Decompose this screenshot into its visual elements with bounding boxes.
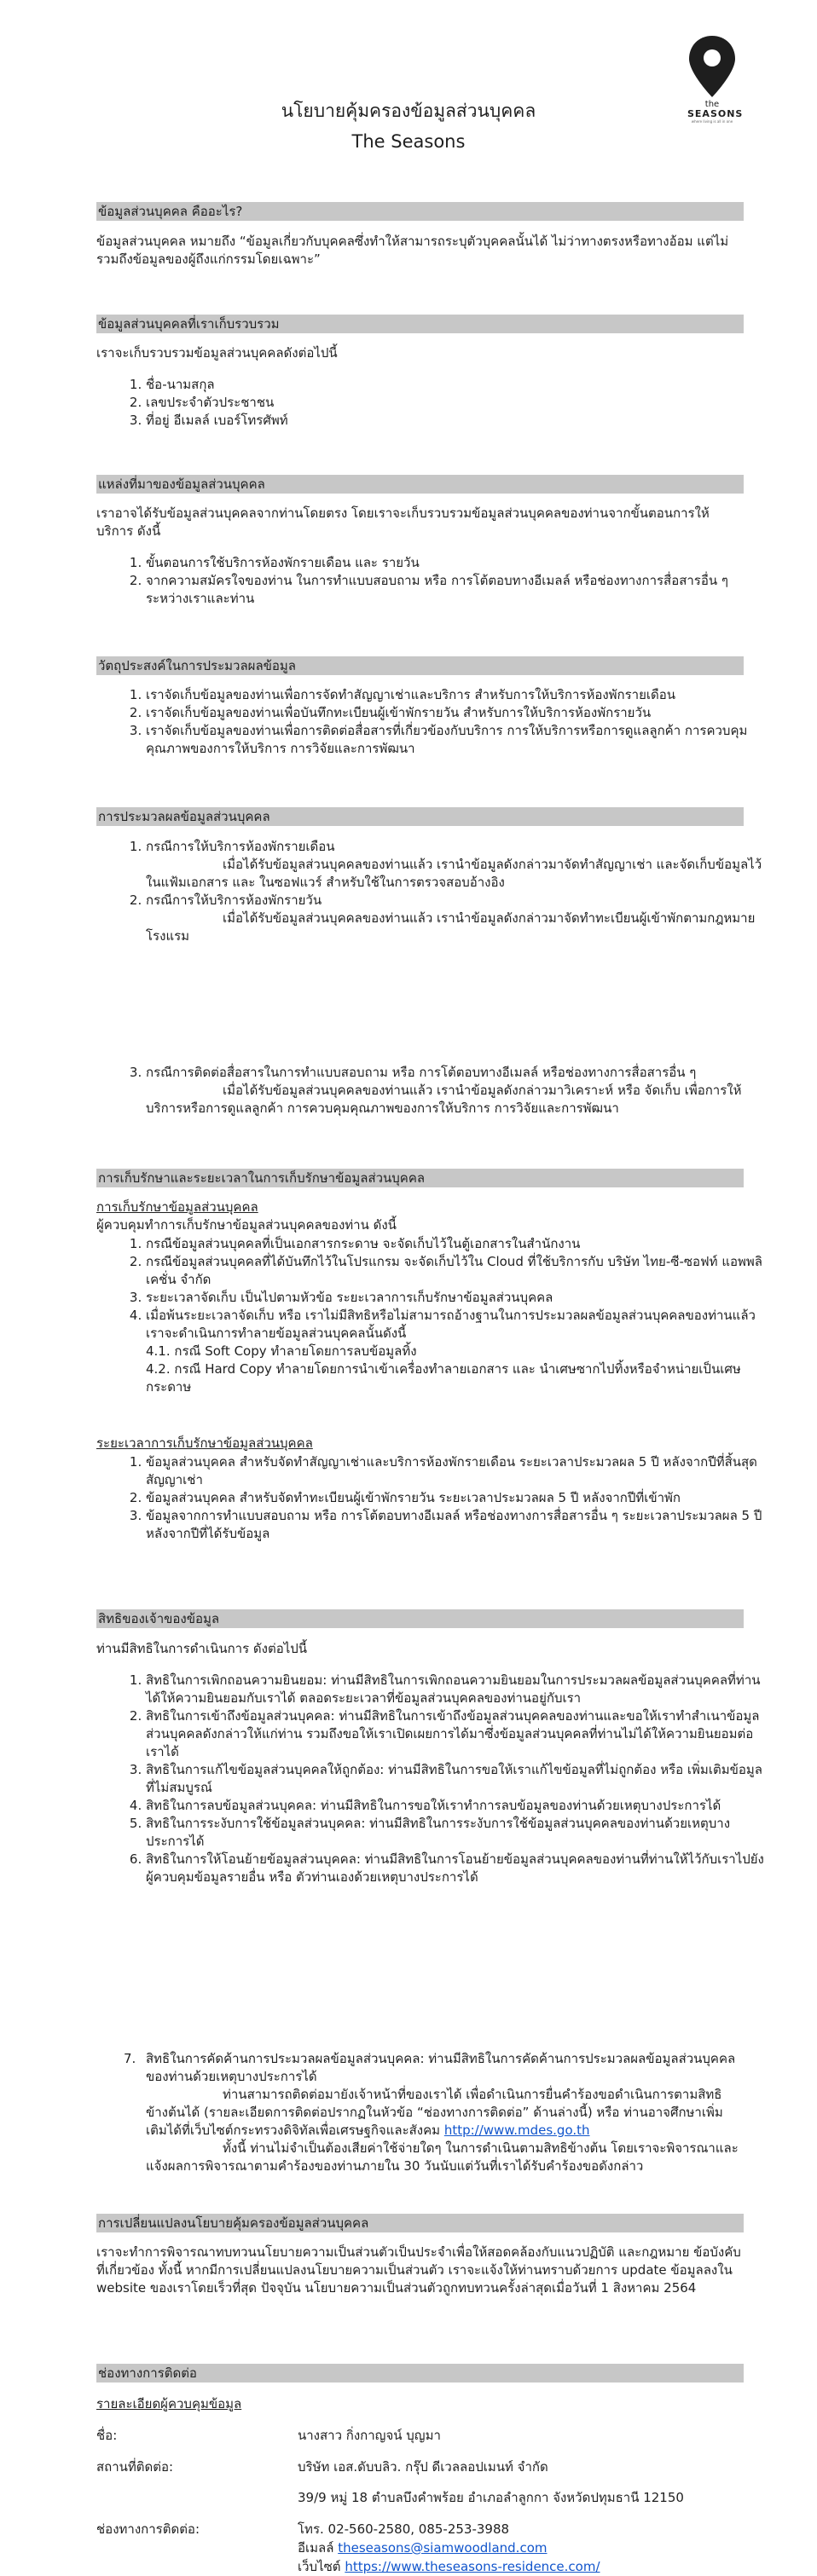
list-item-detail-text: เมื่อได้รับข้อมูลส่วนบุคคลของท่านแล้ว เรานำข้อมูลดังกล่าวมาวิเคราะห์ หรือ จัดเก็บ เพื่อการให้บริการหรือการดูแลลูกค้า การควบคุมคุณภาพของการให้บริการ การวิจัยและการพัฒนา	[146, 1083, 742, 1116]
contact-channel-label: ช่องทางการติดต่อ:	[96, 2521, 200, 2537]
list-item-title: 1. กรณีการให้บริการห้องพักรายเดือน	[146, 839, 335, 854]
list-item-text: 4. เมื่อพ้นระยะเวลาจัดเก็บ หรือ เราไม่มีสิทธิหรือไม่สามารถอ้างฐานในการประมวลผลข้อมูลส่วนบุคคลของท่านแล้ว เราจะดำเนินการทำลายข้อมูลส่วนบุคคลนั้นดังนี้	[146, 1308, 756, 1341]
list-item-detail	[146, 2140, 744, 2175]
list-item: 5. สิทธิในการระงับการใช้ข้อมูลส่วนบุคคล: ท่านมีสิทธิในการระงับการใช้ข้อมูลส่วนบุคคลของท่านด้วยเหตุบางประการได้	[146, 1815, 766, 1851]
brand-the: the	[704, 100, 720, 109]
sub-list-item: 4.2. กรณี Hard Copy ทำลายโดยการนำเข้าเครื่องทำลายเอกสาร และ นำเศษซากไปทิ้งหรือจำหน่ายเป็นเศษกระดาษ	[146, 1361, 741, 1395]
list-item: 4. สิทธิในการลบข้อมูลส่วนบุคคล: ท่านมีสิทธิในการขอให้เราทำการลบข้อมูลของท่านด้วยเหตุบางประการได้	[146, 1797, 766, 1815]
list-rights	[124, 1672, 766, 1886]
list-storage	[124, 1235, 766, 1396]
list-item: 6. สิทธิในการให้โอนย้ายข้อมูลส่วนบุคคล: ท่านมีสิทธิในการโอนย้ายข้อมูลส่วนบุคคลของท่านที่ท่านให้ไว้กับเราไปยังผู้ควบคุมข้อมูลรายอื่น หรือ ตัวท่านเองด้วยเหตุบางประการได้	[146, 1851, 766, 1886]
subheading-storage: การเก็บรักษาข้อมูลส่วนบุคคล	[96, 1199, 258, 1215]
list-item: 3. ที่อยู่ อีเมลล์ เบอร์โทรศัพท์	[146, 412, 766, 430]
list-purposes	[124, 686, 766, 758]
list-item-detail	[146, 2086, 744, 2140]
section-heading-data-subject-rights: สิทธิของเจ้าของข้อมูล	[96, 1609, 744, 1628]
list-processing-part1	[124, 838, 766, 945]
list-item-title: 2. กรณีการให้บริการห้องพักรายวัน	[146, 892, 322, 908]
brand-name: SEASONS	[687, 108, 744, 119]
contact-name-value: นางสาว กิ่งกาญจน์ บุญมา	[298, 2428, 441, 2443]
list-item: 2. ข้อมูลส่วนบุคคล สำหรับจัดทำทะเบียนผู้เข้าพักรายวัน ระยะเวลาประมวลผล 5 ปี หลังจากปีที่เข้าพัก	[146, 1489, 766, 1507]
list-item	[146, 2050, 744, 2175]
list-data-collected	[124, 376, 766, 430]
section-heading-contact: ช่องทางการติดต่อ	[96, 2364, 744, 2383]
section-intro-data-collected: เราจะเก็บรวบรวมข้อมูลส่วนบุคคลดังต่อไปนี้	[96, 345, 338, 361]
list-item-detail-text: ทั้งนี้ ท่านไม่จำเป็นต้องเสียค่าใช้จ่ายใดๆ ในการดำเนินตามสิทธิข้างต้น โดยเราจะพิจารณาและแจ้งผลการพิจารณาตามคำร้องของท่านภายใน 30 วันนับแต่วันที่เราได้รับคำร้องขอดังกล่าว	[146, 2140, 739, 2174]
contact-address-line1: บริษัท เอส.ดับบลิว. กรุ๊ป ดีเวลลอปเมนท์ จำกัด	[298, 2459, 548, 2475]
list-item-number: 7.	[124, 2051, 136, 2066]
list-item: 2. จากความสมัครใจของท่าน ในการทำแบบสอบถาม หรือ การโต้ตอบทางอีเมลล์ หรือช่องทางการสื่อสารอื่น ๆ ระหว่างเราและท่าน	[146, 572, 766, 608]
section-heading-data-sources: แหล่งที่มาของข้อมูลส่วนบุคคล	[96, 475, 744, 494]
section-body-policy-changes: เราจะทำการพิจารณาทบทวนนโยบายความเป็นส่วนตัวเป็นประจำเพื่อให้สอดคล้องกับแนวปฏิบัติ และกฎหมาย ข้อบังคับที่เกี่ยวข้อง ทั้งนี้ หากมีการเปลี่ยนแปลงนโยบายความเป็นส่วนตัว เราจะแจ้งให้ท่านทราบด้วยการ update ข้อมูลลงใน website ของเราโดยเร็วที่สุด ปัจจุบัน นโยบายความเป็นส่วนตัวถูกทบทวนครั้งล่าสุดเมื่อวันที่ 1 สิงหาคม 2564	[96, 2244, 741, 2296]
list-item: 2. เราจัดเก็บข้อมูลของท่านเพื่อบันทึกทะเบียนผู้เข้าพักรายวัน สำหรับการให้บริการห้องพักรายวัน	[146, 704, 766, 722]
section-body-what-is-personal-data: ข้อมูลส่วนบุคคล หมายถึง “ข้อมูลเกี่ยวกับบุคคลซึ่งทำให้สามารถระบุตัวบุคคลนั้นได้ ไม่ว่าทางตรงหรือทางอ้อม แต่ไม่รวมถึงข้อมูลของผู้ถึงแก่กรรมโดยเฉพาะ”	[96, 234, 729, 267]
section-heading-retention: การเก็บรักษาและระยะเวลาในการเก็บรักษาข้อมูลส่วนบุคคล	[96, 1169, 744, 1187]
contact-name-label: ชื่อ:	[96, 2428, 118, 2443]
subheading-data-controller: รายละเอียดผู้ควบคุมข้อมูล	[96, 2396, 242, 2411]
list-item: 2. กรณีข้อมูลส่วนบุคคลที่ได้บันทึกไว้ในโปรแกรม จะจัดเก็บไว้ใน Cloud ที่ใช้บริการกับ บริษัท ไทย-ซี-ซอฟท์ แอพพลิเคชั่น จำกัด	[146, 1253, 766, 1289]
contact-email-label: อีเมลล์	[298, 2540, 334, 2556]
section-intro-data-sources: เราอาจได้รับข้อมูลส่วนบุคคลจากท่านโดยตรง โดยเราจะเก็บรวบรวมข้อมูลส่วนบุคคลของท่านจากขั้นตอนการให้บริการ ดังนี้	[96, 505, 710, 539]
contact-website-label: เว็บไซต์	[298, 2559, 341, 2574]
section-intro-rights: ท่านมีสิทธิในการดำเนินการ ดังต่อไปนี้	[96, 1641, 308, 1656]
list-item: 1. สิทธิในการเพิกถอนความยินยอม: ท่านมีสิทธิในการเพิกถอนความยินยอมในการประมวลผลข้อมูลส่วนบุคคลที่ท่านได้ให้ความยินยอมกับเราได้ ตลอดระยะเวลาที่ข้อมูลส่วนบุคคลของท่านอยู่กับเรา	[146, 1672, 766, 1707]
list-item-title: 3. กรณีการติดต่อสื่อสารในการทำแบบสอบถาม หรือ การโต้ตอบทางอีเมลล์ หรือช่องทางการสื่อสารอื่น ๆ	[146, 1065, 697, 1080]
list-item: 3. ระยะเวลาจัดเก็บ เป็นไปตามหัวข้อ ระยะเวลาการเก็บรักษาข้อมูลส่วนบุคคล	[146, 1289, 766, 1307]
list-processing-part2	[124, 1064, 766, 1118]
list-item-detail	[146, 856, 766, 892]
list-item-detail-text: เมื่อได้รับข้อมูลส่วนบุคคลของท่านแล้ว เรานำข้อมูลดังกล่าวมาจัดทำสัญญาเช่า และจัดเก็บข้อมูลไว้ในแฟ้มเอกสาร และ ในซอฟแวร์ สำหรับใช้ในการตรวจสอบอ้างอิง	[146, 857, 762, 890]
list-item	[146, 1307, 766, 1396]
brand-tagline: where living is all in one	[691, 119, 733, 124]
contact-phone: โทร. 02-560-2580, 085-253-3988	[298, 2521, 510, 2537]
list-item: 3. ข้อมูลจากการทำแบบสอบถาม หรือ การโต้ตอบทางอีเมลล์ หรือช่องทางการสื่อสารอื่น ๆ ระยะเวลาประมวลผล 5 ปี หลังจากปีที่ได้รับข้อมูล	[146, 1507, 766, 1543]
list-item: 1. ขั้นตอนการใช้บริการห้องพักรายเดือน และ รายวัน	[146, 554, 766, 572]
list-item: 1. ชื่อ-นามสกุล	[146, 376, 766, 394]
contact-address-label: สถานที่ติดต่อ:	[96, 2459, 174, 2475]
list-item: 3. เราจัดเก็บข้อมูลของท่านเพื่อการติดต่อสื่อสารที่เกี่ยวข้องกับบริการ การให้บริการหรือการดูแลลูกค้า การควบคุมคุณภาพของการให้บริการ การวิจัยและการพัฒนา	[146, 722, 766, 758]
subheading-retention-period: ระยะเวลาการเก็บรักษาข้อมูลส่วนบุคคล	[96, 1435, 313, 1451]
page-title: นโยบายคุ้มครองข้อมูลส่วนบุคคล	[281, 101, 536, 121]
list-retention-period	[124, 1453, 766, 1543]
list-item: 1. กรณีข้อมูลส่วนบุคคลที่เป็นเอกสารกระดาษ จะจัดเก็บไว้ในตู้เอกสารในสำนักงาน	[146, 1235, 766, 1253]
contact-address-line2: 39/9 หมู่ 18 ตำบลบึงคำพร้อย อำเภอลำลูกกา จังหวัดปทุมธานี 12150	[298, 2490, 684, 2505]
section-intro-storage: ผู้ควบคุมทำการเก็บรักษาข้อมูลส่วนบุคคลของท่าน ดังนี้	[96, 1217, 397, 1233]
section-heading-data-collected: ข้อมูลส่วนบุคคลที่เราเก็บรวบรวม	[96, 315, 744, 333]
list-item-detail	[146, 910, 766, 945]
list-item	[146, 892, 766, 945]
contact-website	[298, 2558, 809, 2576]
list-item: 3. สิทธิในการแก้ไขข้อมูลส่วนบุคคลให้ถูกต้อง: ท่านมีสิทธิในการขอให้เราแก้ไขข้อมูลที่ไม่ถูกต้อง หรือ เพิ่มเติมข้อมูลที่ไม่สมบูรณ์	[146, 1761, 766, 1797]
list-item: 2. เลขประจำตัวประชาชน	[146, 394, 766, 412]
location-pin-icon	[687, 34, 737, 99]
section-heading-policy-changes: การเปลี่ยนแปลงนโยบายคุ้มครองข้อมูลส่วนบุคคล	[96, 2214, 744, 2232]
list-item-detail-text: เมื่อได้รับข้อมูลส่วนบุคคลของท่านแล้ว เรานำข้อมูลดังกล่าวมาจัดทำทะเบียนผู้เข้าพักตามกฎหมายโรงแรม	[146, 910, 756, 944]
list-item-detail	[146, 1082, 766, 1118]
list-item: 2. สิทธิในการเข้าถึงข้อมูลส่วนบุคคล: ท่านมีสิทธิในการเข้าถึงข้อมูลส่วนบุคคลของท่านและขอให้เราทำสำเนาข้อมูลส่วนบุคคลดังกล่าวให้แก่ท่าน รวมถึงขอให้เราเปิดเผยการได้มาซึ่งข้อมูลส่วนบุคคลที่ท่านไม่ได้ให้ความยินยอมต่อเราได้	[146, 1707, 766, 1761]
sub-list-item: 4.1. กรณี Soft Copy ทำลายโดยการลบข้อมูลทิ้ง	[146, 1343, 417, 1359]
contact-email	[298, 2539, 809, 2557]
website-link[interactable]: https://www.theseasons-residence.com/	[345, 2559, 600, 2574]
section-heading-processing: การประมวลผลข้อมูลส่วนบุคคล	[96, 807, 744, 826]
email-link[interactable]: theseasons@siamwoodland.com	[338, 2540, 548, 2556]
section-heading-what-is-personal-data: ข้อมูลส่วนบุคคล คืออะไร?	[96, 202, 744, 221]
list-item-title: สิทธิในการคัดค้านการประมวลผลข้อมูลส่วนบุคคล: ท่านมีสิทธิในการคัดค้านการประมวลผลข้อมูลส่วนบุคคลของท่านด้วยเหตุบางประการได้	[146, 2051, 736, 2084]
mdes-link[interactable]: http://www.mdes.go.th	[443, 2123, 590, 2138]
section-heading-purposes: วัตถุประสงค์ในการประมวลผลข้อมูล	[96, 656, 744, 675]
list-item: 1. ข้อมูลส่วนบุคคล สำหรับจัดทำสัญญาเช่าและบริการห้องพักรายเดือน ระยะเวลาประมวลผล 5 ปี หลังจากปีที่สิ้นสุดสัญญาเช่า	[146, 1453, 766, 1489]
list-data-sources	[124, 554, 766, 608]
list-item-detail-text: ท่านสามารถติดต่อมายังเจ้าหน้าที่ของเราได้ เพื่อดำเนินการยื่นคำร้องขอดำเนินการตามสิทธิข้างต้นได้ (รายละเอียดการติดต่อปรากฏในหัวข้อ “ช่องทางการติดต่อ” ด้านล่างนี้) หรือ ท่านอาจศึกษาเพิ่มเติมได้ที่เว็บไซต์กระทรวงดิจิทัลเพื่อเศรษฐกิจและสังคม	[146, 2087, 723, 2138]
page-subtitle: The Seasons	[351, 131, 466, 152]
list-item	[146, 838, 766, 892]
list-item	[146, 1064, 766, 1118]
list-item: 1. เราจัดเก็บข้อมูลของท่านเพื่อการจัดทำสัญญาเช่าและบริการ สำหรับการให้บริการห้องพักรายเดือน	[146, 686, 766, 704]
